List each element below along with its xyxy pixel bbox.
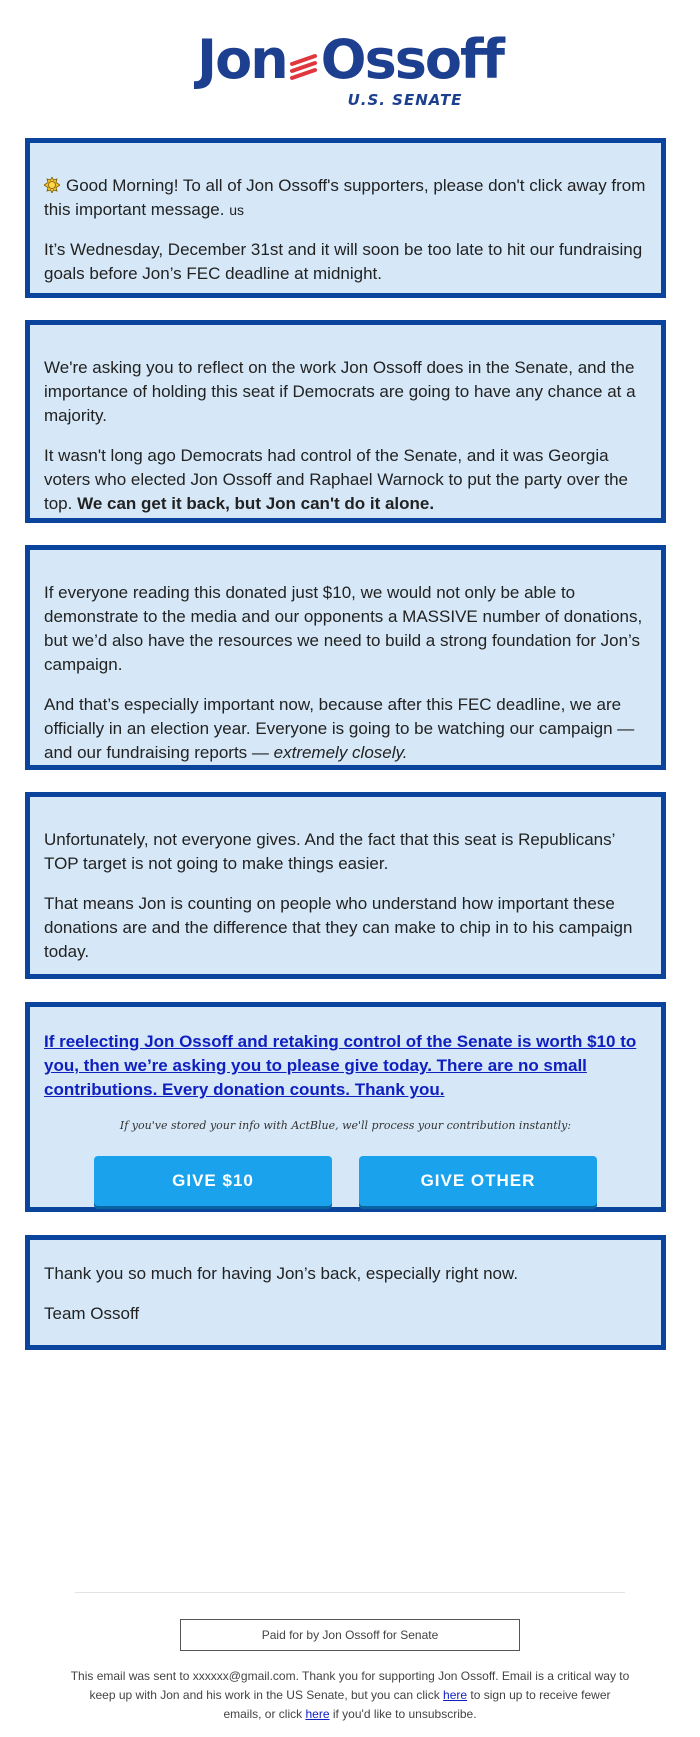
footer-divider	[75, 1592, 625, 1593]
give-10-button[interactable]: GIVE $10	[94, 1156, 332, 1206]
control-bold-text: We can get it back, but Jon can't do it alone.	[77, 494, 435, 513]
donate-cta-link[interactable]: If reelecting Jon Ossoff and retaking control of the Senate is worth $10 to you, then we’re asking you to please give today. There are no small contributions. Every donation counts. Thank you.	[44, 1032, 637, 1099]
fewer-emails-link[interactable]: here	[443, 1688, 468, 1702]
donate-button-row	[44, 1156, 647, 1206]
give-other-button[interactable]: GIVE OTHER	[359, 1156, 597, 1206]
control-paragraph	[44, 444, 647, 516]
greeting-paragraph	[44, 174, 647, 222]
election-year-italic: extremely closely.	[273, 743, 408, 762]
logo-stripes-icon	[289, 33, 319, 93]
ossoff-logo	[0, 30, 700, 109]
greeting-text: Good Morning! To all of Jon Ossoff's supporters, please don't click away from this important message.	[44, 176, 646, 219]
senate-section	[25, 320, 666, 523]
counting-on-paragraph: That means Jon is counting on people who understand how important these donations are and the difference that they can make to chip in to his campaign today.	[44, 894, 633, 961]
logo-name-left: Jon	[197, 28, 287, 91]
greeting-section	[25, 138, 666, 298]
donation-goal-section	[25, 545, 666, 770]
paid-for-disclaimer: Paid for by Jon Ossoff for Senate	[180, 1619, 520, 1651]
footer-text	[70, 1667, 630, 1724]
republican-target-paragraph: Unfortunately, not everyone gives. And the fact that this seat is Republicans’ TOP target is not going to make things easier.	[44, 830, 615, 873]
election-year-text: And that’s especially important now, because after this FEC deadline, we are officially in an election year. Everyone is going to be watching our campaign — and our fundraising reports —	[44, 695, 635, 762]
footer-line-c: if you'd like to unsubscribe.	[332, 1707, 477, 1721]
actblue-note: If you've stored your info with ActBlue, we'll process your contribution instantly:	[119, 1119, 572, 1132]
target-section	[25, 792, 666, 979]
closing-section	[25, 1235, 666, 1350]
ten-dollar-paragraph: If everyone reading this donated just $10, we would not only be able to demonstrate to the media and our opponents a MASSIVE number of donations, but we’d also have the resources we need to build a strong foundation for Jon’s campaign.	[44, 583, 643, 674]
reflect-paragraph: We're asking you to reflect on the work Jon Ossoff does in the Senate, and the importance of holding this seat if Democrats are going to have any chance at a majority.	[44, 358, 636, 425]
logo-name-right: Ossoff	[320, 28, 503, 91]
greeting-tail: us	[229, 202, 244, 218]
signature: Team Ossoff	[44, 1304, 140, 1323]
deadline-paragraph: It’s Wednesday, December 31st and it will soon be too late to hit our fundraising goals before Jon’s FEC deadline at midnight.	[44, 240, 643, 283]
logo-wordmark	[0, 30, 700, 93]
unsubscribe-link[interactable]: here	[305, 1707, 330, 1721]
logo-subtitle: U.S. SENATE	[347, 91, 463, 110]
election-year-paragraph	[44, 693, 647, 765]
footer-line-a: This email was sent to xxxxxx@gmail.com. Thank you for supporting Jon Ossoff. Email is a critical way to keep up with Jon and his work in the US Senate, but you can click	[70, 1669, 630, 1702]
footer-line-b: to sign up to receive fewer emails, or click	[223, 1688, 611, 1721]
thank-you-paragraph: Thank you so much for having Jon’s back, especially right now.	[44, 1264, 519, 1283]
control-text: It wasn't long ago Democrats had control of the Senate, and it was Georgia voters who elected Jon Ossoff and Raphael Warnock to put the party over the top.	[44, 446, 628, 513]
donate-cta-section	[25, 1002, 666, 1212]
sun-emoji-icon	[44, 176, 60, 192]
